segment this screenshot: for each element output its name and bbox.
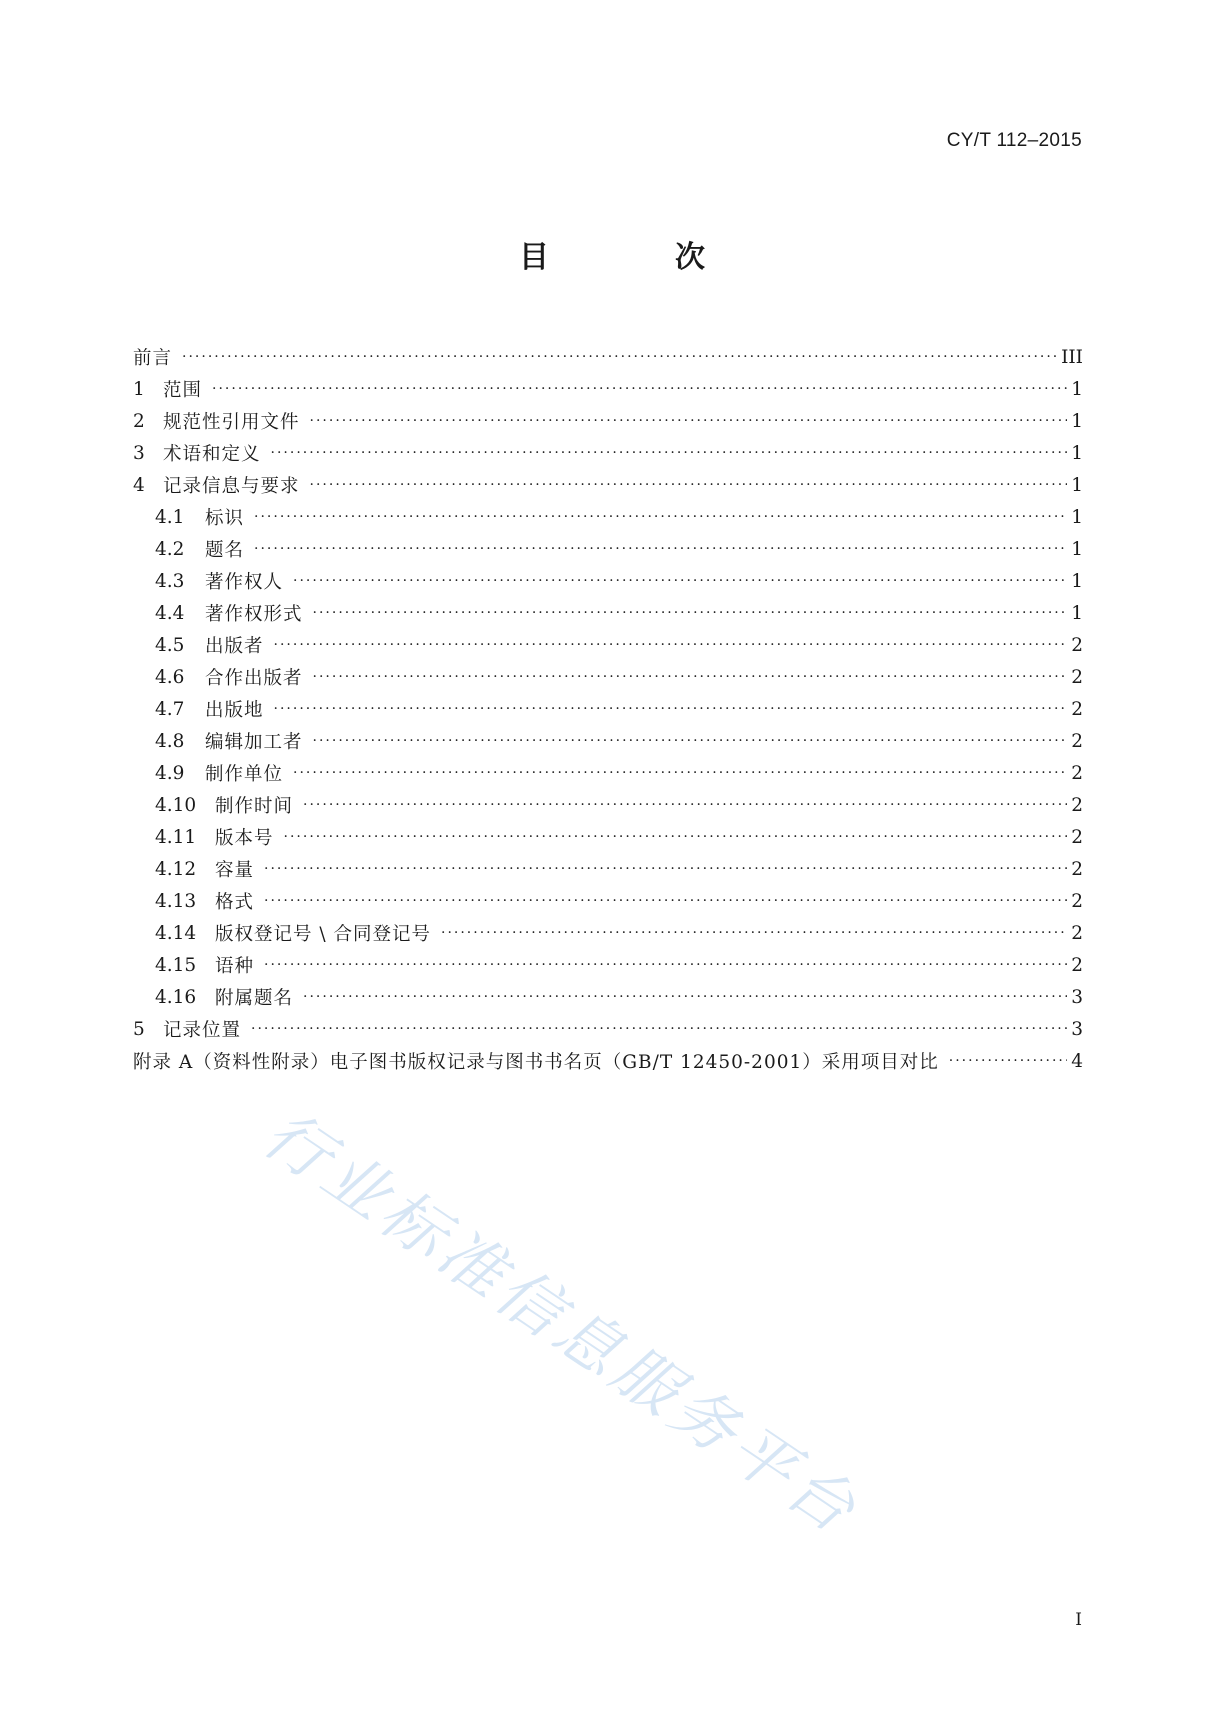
toc-entry-label: 著作权人 — [205, 572, 284, 593]
toc-entry-label: 制作单位 — [205, 764, 284, 785]
toc-entry-page: 1 — [1071, 474, 1083, 496]
toc-entry-page: 1 — [1071, 538, 1083, 560]
watermark: 行业标准信息服务平台 — [250, 1097, 872, 1551]
toc-entry[interactable] — [133, 757, 1083, 789]
toc-entry-page: 1 — [1071, 506, 1083, 528]
toc-entry-label: 附录 A（资料性附录）电子图书版权记录与图书书名页（GB/T 12450-2001）采用项目对比 — [133, 1052, 939, 1073]
toc-leader-dots — [264, 953, 1067, 971]
toc-entry-page: 1 — [1071, 378, 1083, 400]
toc-entry[interactable] — [133, 661, 1083, 693]
toc-entry-number: 4.14 — [155, 922, 197, 944]
toc-entry-number: 4.8 — [155, 730, 185, 752]
toc-entry[interactable] — [133, 437, 1083, 469]
toc-entry-page: 2 — [1071, 858, 1083, 880]
toc-entry[interactable] — [133, 693, 1083, 725]
toc-entry[interactable] — [133, 789, 1083, 821]
toc-entry-page: 1 — [1071, 442, 1083, 464]
toc-entry-number: 4.5 — [155, 634, 185, 656]
toc-entry-page: 3 — [1071, 986, 1083, 1008]
toc-entry-number: 4.11 — [155, 826, 197, 848]
toc-entry-number: 4 — [133, 474, 145, 496]
toc-entry-page: 2 — [1071, 666, 1083, 688]
toc-entry-label: 著作权形式 — [205, 604, 303, 625]
toc-entry-page: 1 — [1071, 410, 1083, 432]
toc-entry-label: 版本号 — [215, 828, 274, 849]
toc-entry-label: 题名 — [205, 540, 245, 561]
toc-entry[interactable] — [133, 533, 1083, 565]
toc-leader-dots — [313, 729, 1068, 747]
toc-entry-page: 2 — [1071, 762, 1083, 784]
toc-entry-number: 4.12 — [155, 858, 197, 880]
toc-entry-number: 4.7 — [155, 698, 185, 720]
toc-entry-page: 3 — [1071, 1018, 1083, 1040]
toc-entry-number: 4.9 — [155, 762, 185, 784]
toc-entry-page: 2 — [1071, 794, 1083, 816]
toc-entry-number: 4.4 — [155, 602, 185, 624]
toc-leader-dots — [271, 441, 1068, 459]
toc-entry-label: 出版者 — [205, 636, 264, 657]
toc-leader-dots — [254, 505, 1067, 523]
toc-entry-page: 2 — [1071, 698, 1083, 720]
toc-entry-label: 记录信息与要求 — [163, 476, 300, 497]
toc-entry-label: 版权登记号 \ 合同登记号 — [215, 924, 431, 945]
toc-entry-number: 4.16 — [155, 986, 197, 1008]
toc-entry[interactable] — [133, 1013, 1083, 1045]
toc-entry-number: 4.6 — [155, 666, 185, 688]
toc-entry[interactable] — [133, 949, 1083, 981]
toc-leader-dots — [264, 857, 1067, 875]
table-of-contents — [133, 341, 1083, 1077]
toc-entry-number: 1 — [133, 378, 145, 400]
toc-entry-label: 附属题名 — [215, 988, 294, 1009]
toc-entry[interactable] — [133, 1045, 1083, 1077]
toc-leader-dots — [310, 409, 1068, 427]
toc-entry-page: 2 — [1071, 954, 1083, 976]
toc-leader-dots — [310, 473, 1068, 491]
toc-entry[interactable] — [133, 373, 1083, 405]
toc-entry[interactable] — [133, 917, 1083, 949]
toc-entry[interactable] — [133, 821, 1083, 853]
toc-entry-label: 标识 — [205, 508, 245, 529]
toc-leader-dots — [303, 985, 1067, 1003]
toc-entry[interactable] — [133, 597, 1083, 629]
toc-entry-page: 2 — [1071, 890, 1083, 912]
toc-entry-label: 合作出版者 — [205, 668, 303, 689]
toc-leader-dots — [182, 345, 1057, 363]
toc-entry-number: 2 — [133, 410, 145, 432]
toc-entry-label: 语种 — [215, 956, 255, 977]
toc-entry-label: 制作时间 — [215, 796, 294, 817]
toc-entry-label: 格式 — [215, 892, 255, 913]
toc-entry-number: 4.2 — [155, 538, 185, 560]
toc-leader-dots — [274, 633, 1068, 651]
toc-leader-dots — [293, 761, 1067, 779]
toc-leader-dots — [274, 697, 1068, 715]
toc-entry-label: 记录位置 — [163, 1020, 242, 1041]
toc-leader-dots — [313, 665, 1068, 683]
toc-entry[interactable] — [133, 405, 1083, 437]
toc-entry[interactable] — [133, 725, 1083, 757]
toc-leader-dots — [949, 1049, 1067, 1067]
toc-entry-label: 前言 — [133, 348, 173, 369]
toc-entry[interactable] — [133, 341, 1083, 373]
toc-entry-page: III — [1061, 346, 1083, 368]
toc-entry-label: 术语和定义 — [163, 444, 261, 465]
toc-entry[interactable] — [133, 853, 1083, 885]
toc-entry-page: 2 — [1071, 730, 1083, 752]
toc-entry-page: 2 — [1071, 634, 1083, 656]
toc-entry-page: 2 — [1071, 922, 1083, 944]
toc-entry[interactable] — [133, 501, 1083, 533]
page-number: I — [1075, 1610, 1082, 1630]
toc-entry-label: 规范性引用文件 — [163, 412, 300, 433]
toc-leader-dots — [313, 601, 1068, 619]
toc-entry-number: 4.13 — [155, 890, 197, 912]
toc-entry-page: 4 — [1071, 1050, 1083, 1072]
toc-entry-label: 范围 — [163, 380, 203, 401]
toc-leader-dots — [441, 921, 1067, 939]
page-title: 目 次 — [519, 240, 753, 275]
toc-entry[interactable] — [133, 565, 1083, 597]
toc-entry-number: 4.15 — [155, 954, 197, 976]
toc-leader-dots — [254, 537, 1067, 555]
toc-entry-number: 4.10 — [155, 794, 197, 816]
toc-entry-number: 3 — [133, 442, 145, 464]
toc-entry-number: 4.3 — [155, 570, 185, 592]
toc-leader-dots — [264, 889, 1067, 907]
toc-leader-dots — [293, 569, 1067, 587]
toc-leader-dots — [251, 1017, 1067, 1035]
toc-entry-number: 4.1 — [155, 506, 185, 528]
toc-entry-label: 编辑加工者 — [205, 732, 303, 753]
toc-entry[interactable] — [133, 629, 1083, 661]
toc-leader-dots — [303, 793, 1067, 811]
toc-entry[interactable] — [133, 885, 1083, 917]
toc-entry-label: 容量 — [215, 860, 255, 881]
toc-leader-dots — [284, 825, 1068, 843]
toc-entry-page: 1 — [1071, 602, 1083, 624]
toc-entry-label: 出版地 — [205, 700, 264, 721]
toc-entry[interactable] — [133, 981, 1083, 1013]
toc-entry-page: 2 — [1071, 826, 1083, 848]
toc-entry[interactable] — [133, 469, 1083, 501]
toc-entry-page: 1 — [1071, 570, 1083, 592]
toc-entry-number: 5 — [133, 1018, 145, 1040]
toc-leader-dots — [212, 377, 1067, 395]
standard-code: CY/T 112–2015 — [946, 130, 1082, 151]
